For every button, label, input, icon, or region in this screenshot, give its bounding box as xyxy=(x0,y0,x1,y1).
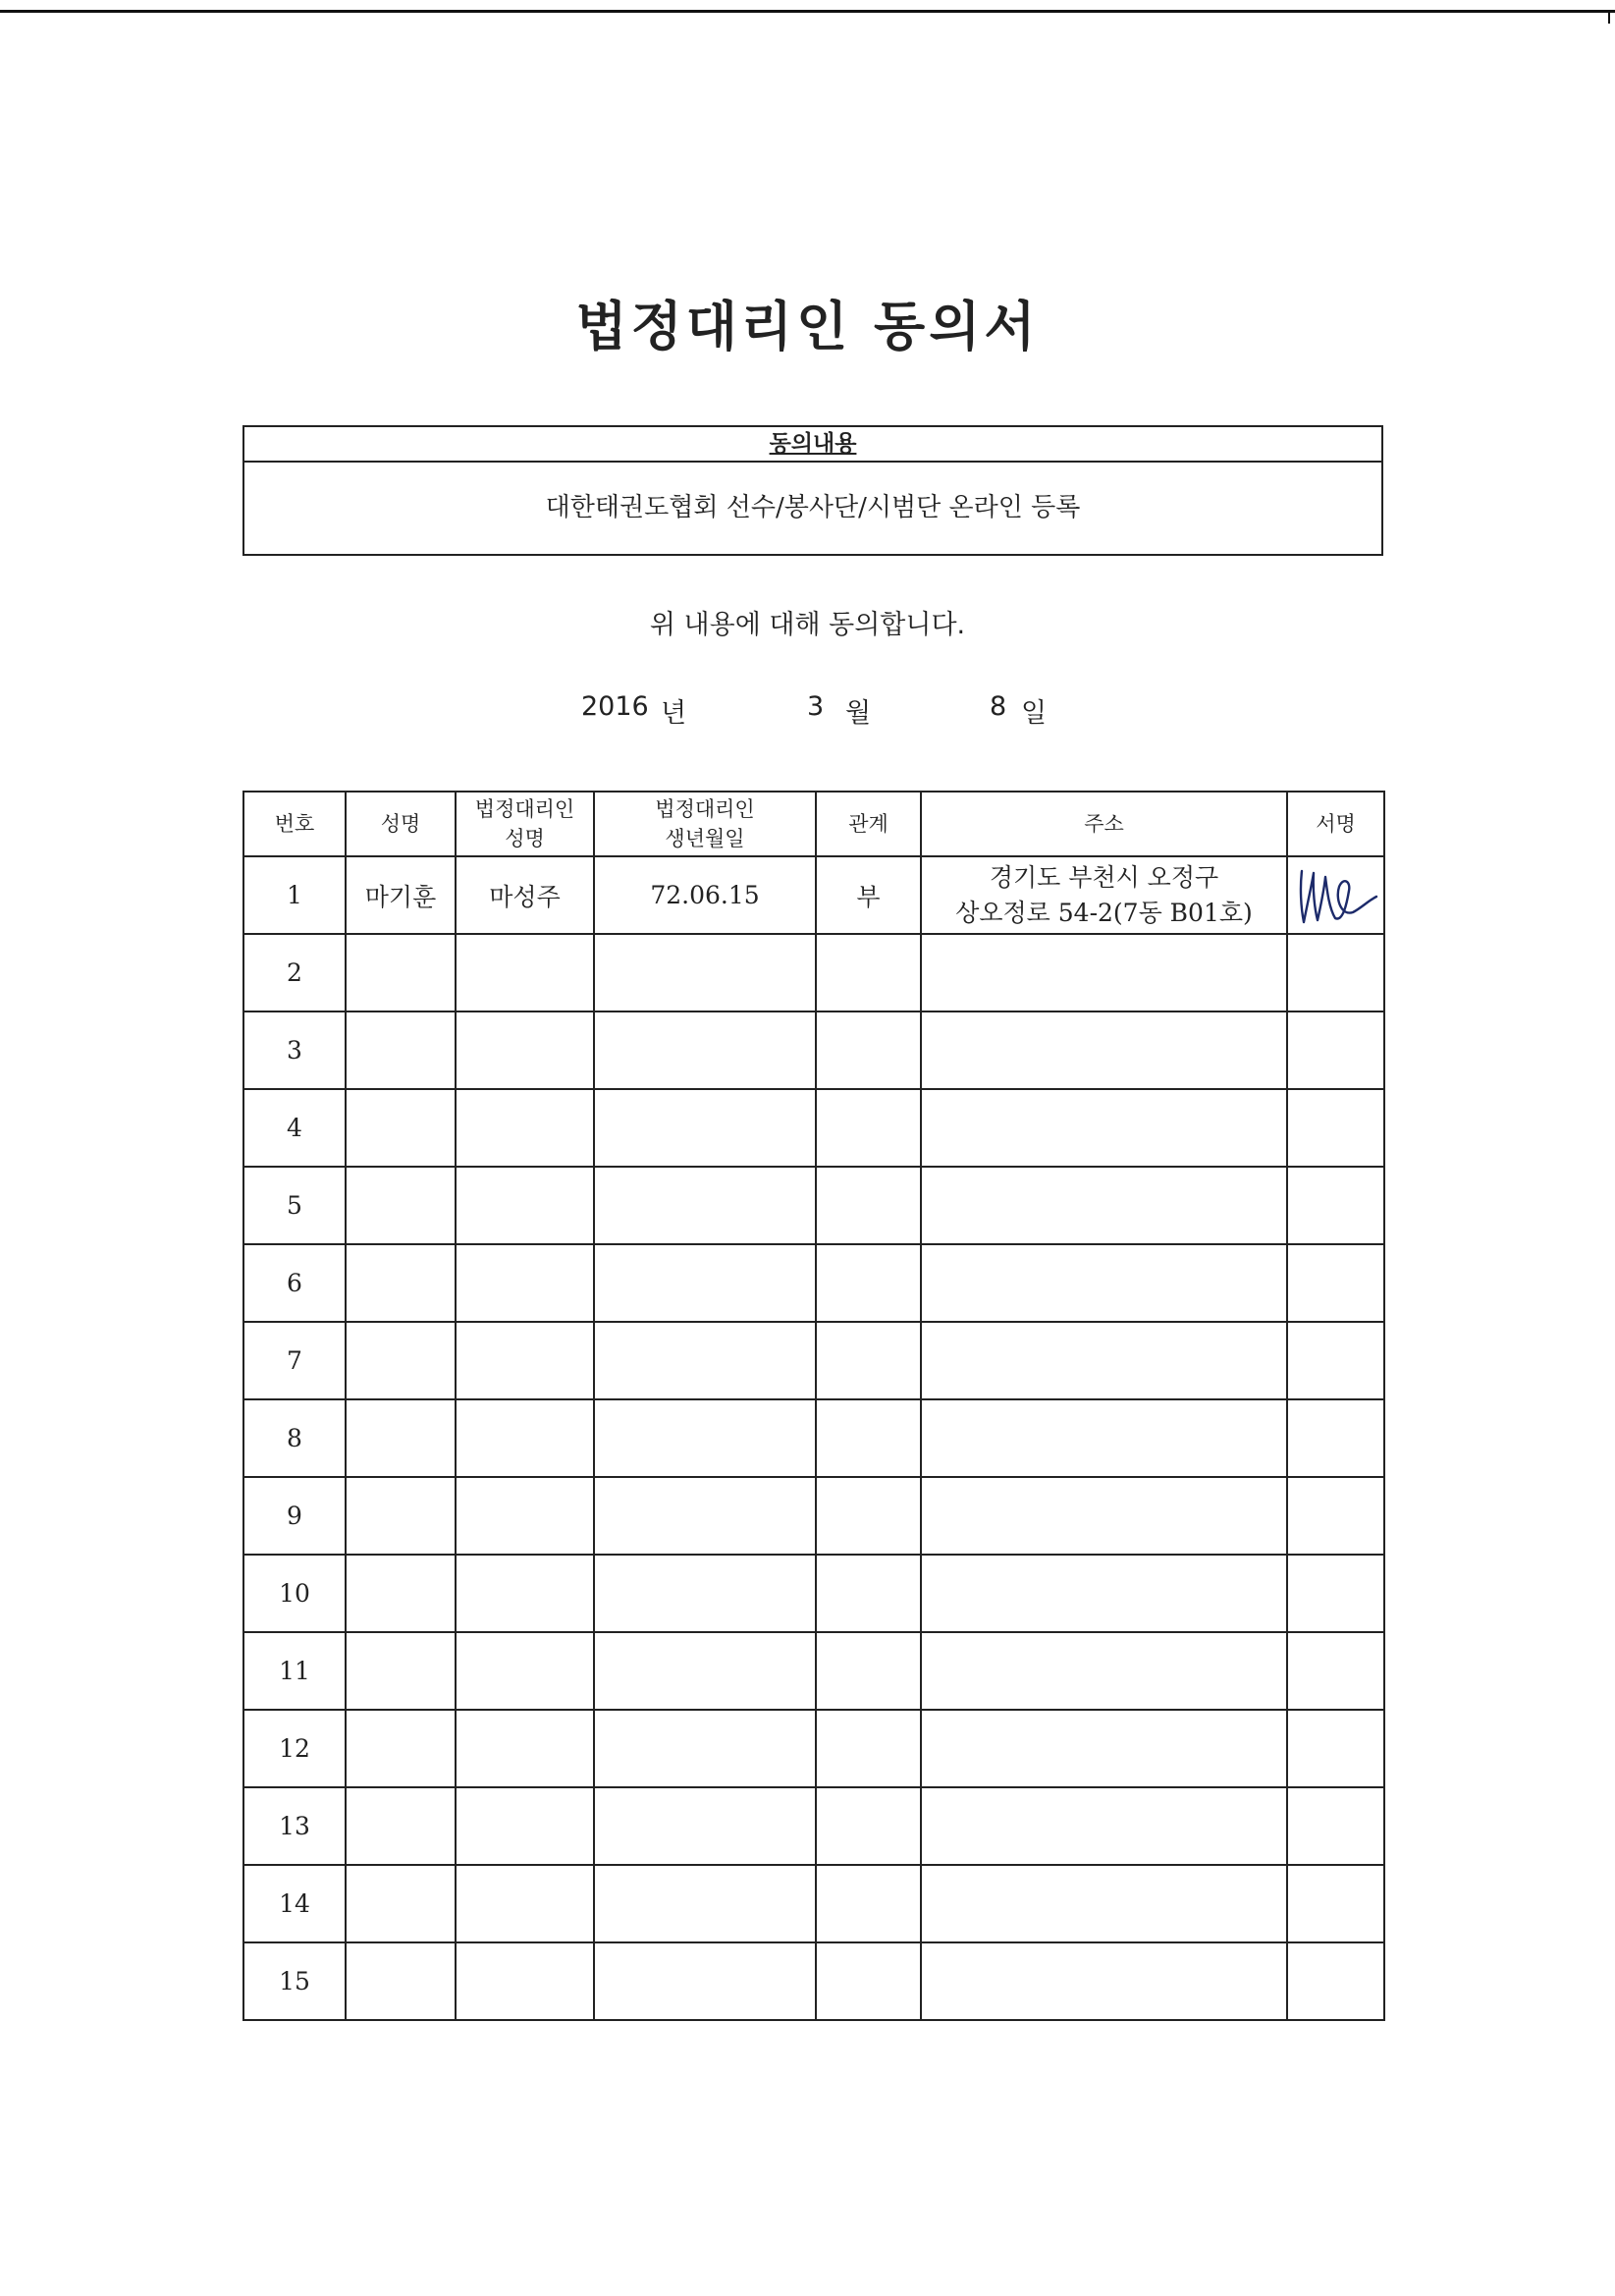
row-signature xyxy=(1287,1710,1384,1787)
row-name xyxy=(346,1942,456,2020)
row-address xyxy=(921,856,1287,934)
table-row xyxy=(243,1865,1384,1942)
consent-content-box xyxy=(242,425,1383,556)
date-day: 8 xyxy=(990,691,1007,722)
row-number: 1 xyxy=(243,856,346,934)
row-relation: 부 xyxy=(816,856,921,934)
header-guardian-birth xyxy=(594,792,816,856)
row-signature xyxy=(1287,1244,1384,1322)
row-relation xyxy=(816,1011,921,1089)
row-name xyxy=(346,1322,456,1399)
row-address xyxy=(921,1167,1287,1244)
row-number: 7 xyxy=(243,1322,346,1399)
row-number: 15 xyxy=(243,1942,346,2020)
table-header-row xyxy=(243,792,1384,856)
row-guardian-birth xyxy=(594,1167,816,1244)
row-name xyxy=(346,1089,456,1167)
row-name xyxy=(346,1865,456,1942)
row-number: 4 xyxy=(243,1089,346,1167)
row-name xyxy=(346,1399,456,1477)
row-guardian-birth xyxy=(594,1089,816,1167)
row-address xyxy=(921,1555,1287,1632)
row-guardian-birth xyxy=(594,1787,816,1865)
row-signature xyxy=(1287,856,1384,934)
table-row xyxy=(243,1555,1384,1632)
row-guardian-name xyxy=(456,1632,594,1710)
row-guardian-name xyxy=(456,1787,594,1865)
row-name xyxy=(346,1244,456,1322)
row-guardian-name xyxy=(456,1011,594,1089)
row-name xyxy=(346,934,456,1011)
row-signature xyxy=(1287,1167,1384,1244)
row-guardian-birth xyxy=(594,1477,816,1555)
row-signature xyxy=(1287,1322,1384,1399)
row-name xyxy=(346,1555,456,1632)
row-number: 12 xyxy=(243,1710,346,1787)
row-guardian-name xyxy=(456,1477,594,1555)
table-row xyxy=(243,934,1384,1011)
row-address xyxy=(921,1322,1287,1399)
header-guardian-name xyxy=(456,792,594,856)
header-number: 번호 xyxy=(243,792,346,856)
header-guardian-name-line2: 성명 xyxy=(505,827,545,850)
row-number: 9 xyxy=(243,1477,346,1555)
row-signature xyxy=(1287,1865,1384,1942)
table-row xyxy=(243,1942,1384,2020)
table-row xyxy=(243,1089,1384,1167)
row-guardian-name xyxy=(456,1710,594,1787)
row-number: 5 xyxy=(243,1167,346,1244)
row-name xyxy=(346,1477,456,1555)
row-address xyxy=(921,1011,1287,1089)
row-address xyxy=(921,1244,1287,1322)
header-name: 성명 xyxy=(346,792,456,856)
header-address: 주소 xyxy=(921,792,1287,856)
row-number: 6 xyxy=(243,1244,346,1322)
row-relation xyxy=(816,1865,921,1942)
table-row xyxy=(243,1399,1384,1477)
table-row xyxy=(243,1787,1384,1865)
row-name xyxy=(346,1787,456,1865)
row-relation xyxy=(816,1787,921,1865)
row-relation xyxy=(816,1322,921,1399)
row-guardian-birth xyxy=(594,1011,816,1089)
row-name xyxy=(346,1710,456,1787)
row-guardian-name xyxy=(456,1167,594,1244)
row-guardian-birth xyxy=(594,1632,816,1710)
row-address xyxy=(921,934,1287,1011)
row-relation xyxy=(816,1710,921,1787)
row-relation xyxy=(816,1942,921,2020)
row-relation xyxy=(816,934,921,1011)
row-guardian-name xyxy=(456,1322,594,1399)
row-guardian-name xyxy=(456,1244,594,1322)
row-signature xyxy=(1287,934,1384,1011)
row-address xyxy=(921,1632,1287,1710)
row-signature xyxy=(1287,1011,1384,1089)
row-signature xyxy=(1287,1942,1384,2020)
row-guardian-name xyxy=(456,1555,594,1632)
table-row xyxy=(243,1167,1384,1244)
row-address xyxy=(921,1399,1287,1477)
header-guardian-birth-line1: 법정대리인 xyxy=(655,797,755,821)
row-guardian-name xyxy=(456,934,594,1011)
row-address xyxy=(921,1942,1287,2020)
table-row xyxy=(243,1011,1384,1089)
row-number: 11 xyxy=(243,1632,346,1710)
agreement-statement: 위 내용에 대해 동의합니다. xyxy=(649,610,966,640)
row-relation xyxy=(816,1632,921,1710)
row-number: 10 xyxy=(243,1555,346,1632)
row-signature xyxy=(1287,1555,1384,1632)
consent-content-text: 대한태권도협회 선수/봉사단/시범단 온라인 등록 xyxy=(545,493,1081,522)
table-row xyxy=(243,1710,1384,1787)
table-row xyxy=(243,856,1384,934)
date-year-unit: 년 xyxy=(661,698,687,729)
date-year: 2016 xyxy=(581,691,649,722)
row-address-line1: 경기도 부천시 오정구 xyxy=(989,862,1219,892)
row-address xyxy=(921,1710,1287,1787)
row-guardian-name xyxy=(456,1942,594,2020)
scan-right-edge-mark xyxy=(1608,10,1610,24)
row-signature xyxy=(1287,1632,1384,1710)
row-name xyxy=(346,1011,456,1089)
table-row xyxy=(243,1477,1384,1555)
row-guardian-birth xyxy=(594,1399,816,1477)
row-guardian-birth xyxy=(594,934,816,1011)
row-name: 마기훈 xyxy=(346,856,456,934)
row-guardian-birth xyxy=(594,1710,816,1787)
row-guardian-name: 마성주 xyxy=(456,856,594,934)
consent-heading xyxy=(244,427,1381,463)
row-address xyxy=(921,1865,1287,1942)
row-relation xyxy=(816,1089,921,1167)
row-number: 2 xyxy=(243,934,346,1011)
row-signature xyxy=(1287,1399,1384,1477)
row-name xyxy=(346,1167,456,1244)
date-day-unit: 일 xyxy=(1021,698,1048,729)
row-guardian-birth xyxy=(594,1244,816,1322)
table-row xyxy=(243,1322,1384,1399)
header-guardian-name-line1: 법정대리인 xyxy=(474,797,575,821)
row-number: 8 xyxy=(243,1399,346,1477)
table-row xyxy=(243,1244,1384,1322)
row-guardian-birth: 72.06.15 xyxy=(594,856,816,934)
row-signature xyxy=(1287,1787,1384,1865)
row-relation xyxy=(816,1244,921,1322)
row-address xyxy=(921,1089,1287,1167)
table-row xyxy=(243,1632,1384,1710)
date-month-unit: 월 xyxy=(845,698,872,729)
row-address xyxy=(921,1477,1287,1555)
row-signature xyxy=(1287,1089,1384,1167)
row-guardian-birth xyxy=(594,1322,816,1399)
row-relation xyxy=(816,1167,921,1244)
row-guardian-name xyxy=(456,1865,594,1942)
row-guardian-name xyxy=(456,1089,594,1167)
header-signature: 서명 xyxy=(1287,792,1384,856)
row-address xyxy=(921,1787,1287,1865)
row-signature xyxy=(1287,1477,1384,1555)
header-relation: 관계 xyxy=(816,792,921,856)
date-month: 3 xyxy=(807,691,825,722)
row-number: 3 xyxy=(243,1011,346,1089)
row-number: 14 xyxy=(243,1865,346,1942)
header-guardian-birth-line2: 생년월일 xyxy=(665,827,745,850)
row-relation xyxy=(816,1399,921,1477)
row-number: 13 xyxy=(243,1787,346,1865)
guardian-registration-table xyxy=(242,791,1385,2021)
row-relation xyxy=(816,1477,921,1555)
row-relation xyxy=(816,1555,921,1632)
row-address-line2: 상오정로 54-2(7동 B01호) xyxy=(955,898,1253,927)
row-name xyxy=(346,1632,456,1710)
scan-top-edge-line xyxy=(0,10,1615,13)
row-guardian-birth xyxy=(594,1555,816,1632)
row-guardian-name xyxy=(456,1399,594,1477)
document-title: 법정대리인 동의서 xyxy=(575,295,1040,357)
row-guardian-birth xyxy=(594,1865,816,1942)
consent-heading-text: 동의내용 xyxy=(769,431,857,457)
handwritten-signature xyxy=(1292,863,1380,928)
row-guardian-birth xyxy=(594,1942,816,2020)
